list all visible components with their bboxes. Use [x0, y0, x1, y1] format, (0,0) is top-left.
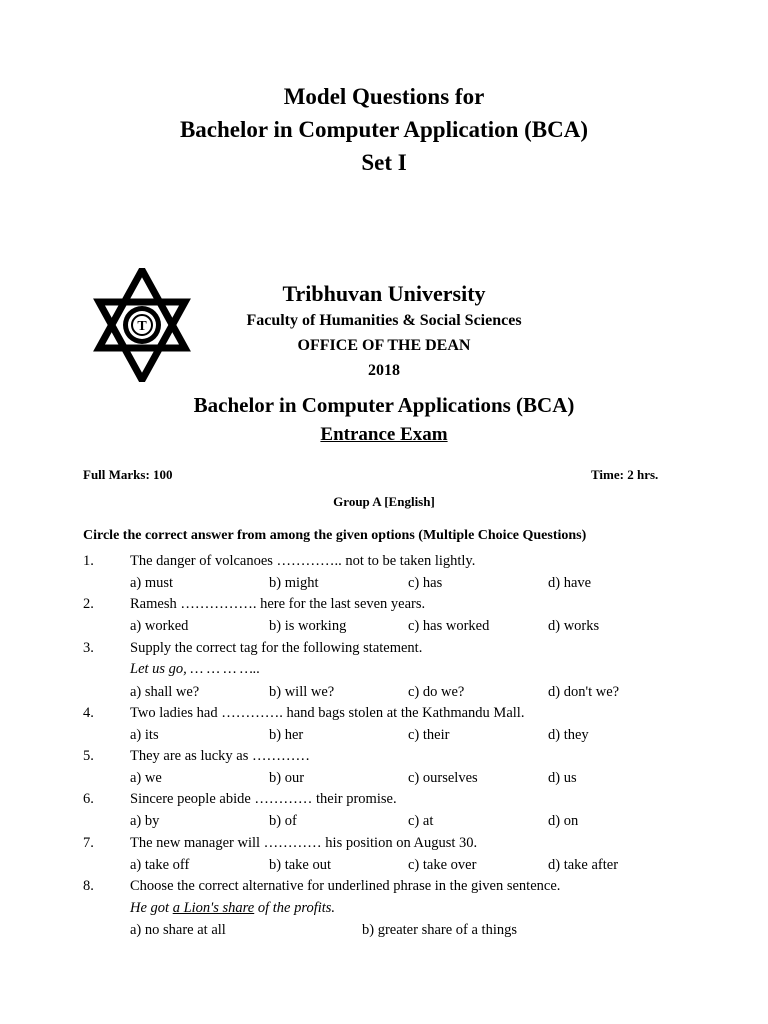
answer-option: d) don't we? [548, 684, 620, 700]
question-number: 2. [83, 596, 94, 612]
answer-option: b) of [269, 813, 297, 829]
question-text: Ramesh ……………. here for the last seven years. [130, 596, 426, 612]
question-text: Supply the correct tag for the following statement. [130, 640, 423, 656]
question-text: Two ladies had …………. hand bags stolen at the Kathmandu Mall. [130, 705, 525, 721]
header-line-3: Set I [361, 150, 407, 175]
answer-option: b) is working [269, 618, 347, 634]
question-prompt: He got a Lion's share of the profits. [130, 900, 336, 916]
answer-option: a) its [130, 727, 159, 743]
svg-text:T: T [137, 319, 147, 334]
answer-option: c) their [408, 727, 450, 743]
answer-option: b) will we? [269, 684, 335, 700]
question-number: 1. [83, 553, 94, 569]
answer-option: a) no share at all [130, 922, 226, 938]
question-text: Sincere people abide ………… their promise. [130, 791, 397, 807]
question-text: The danger of volcanoes ………….. not to be taken lightly. [130, 553, 476, 569]
answer-option: c) has worked [408, 618, 490, 634]
question-text: The new manager will ………… his position on August 30. [130, 835, 478, 851]
answer-option: b) her [269, 727, 304, 743]
year: 2018 [368, 362, 400, 379]
answer-option: d) they [548, 727, 589, 743]
office-name: OFFICE OF THE DEAN [297, 337, 471, 354]
answer-option: d) have [548, 575, 592, 591]
question-text: Choose the correct alternative for underlined phrase in the given sentence. [130, 878, 561, 894]
question-prompt: Let us go, … … … ….. [130, 661, 261, 677]
answer-option: a) by [130, 813, 160, 829]
header-line-1: Model Questions for [283, 84, 485, 109]
answer-option: d) us [548, 770, 577, 786]
answer-option: d) take after [548, 857, 619, 873]
answer-option: a) shall we? [130, 684, 200, 700]
answer-option: d) on [548, 813, 579, 829]
answer-option: c) has [408, 575, 443, 591]
instruction: Circle the correct answer from among the given options (Multiple Choice Questions) [83, 528, 587, 543]
group-title: Group A [English] [333, 494, 435, 509]
question-number: 7. [83, 835, 94, 851]
full-marks: Full Marks: 100 [83, 467, 173, 482]
answer-option: a) take off [130, 857, 190, 873]
answer-option: a) we [130, 770, 162, 786]
program-title: Bachelor in Computer Applications (BCA) [193, 393, 575, 417]
underlined-phrase: a Lion's share [172, 900, 255, 916]
answer-option: b) take out [269, 857, 332, 873]
answer-option: a) worked [130, 618, 189, 634]
answer-option: c) at [408, 813, 434, 829]
entrance-wrap [0, 424, 768, 446]
question-number: 6. [83, 791, 94, 807]
question-number: 3. [83, 640, 94, 656]
answer-option: b) greater share of a things [362, 922, 518, 938]
answer-option: c) do we? [408, 684, 465, 700]
exam-title: Entrance Exam [320, 424, 448, 445]
answer-option: a) must [130, 575, 174, 591]
answer-option: c) ourselves [408, 770, 478, 786]
university-name: Tribhuvan University [282, 281, 486, 306]
question-number: 5. [83, 748, 94, 764]
faculty-name: Faculty of Humanities & Social Sciences [246, 312, 522, 329]
answer-option: b) our [269, 770, 305, 786]
question-number: 8. [83, 878, 94, 894]
time-allowed: Time: 2 hrs. [591, 467, 659, 482]
answer-option: d) works [548, 618, 600, 634]
answer-option: b) might [269, 575, 319, 591]
answer-option: c) take over [408, 857, 477, 873]
question-text: They are as lucky as ………… [130, 748, 310, 764]
question-number: 4. [83, 705, 94, 721]
header-line-2: Bachelor in Computer Application (BCA) [179, 117, 589, 142]
